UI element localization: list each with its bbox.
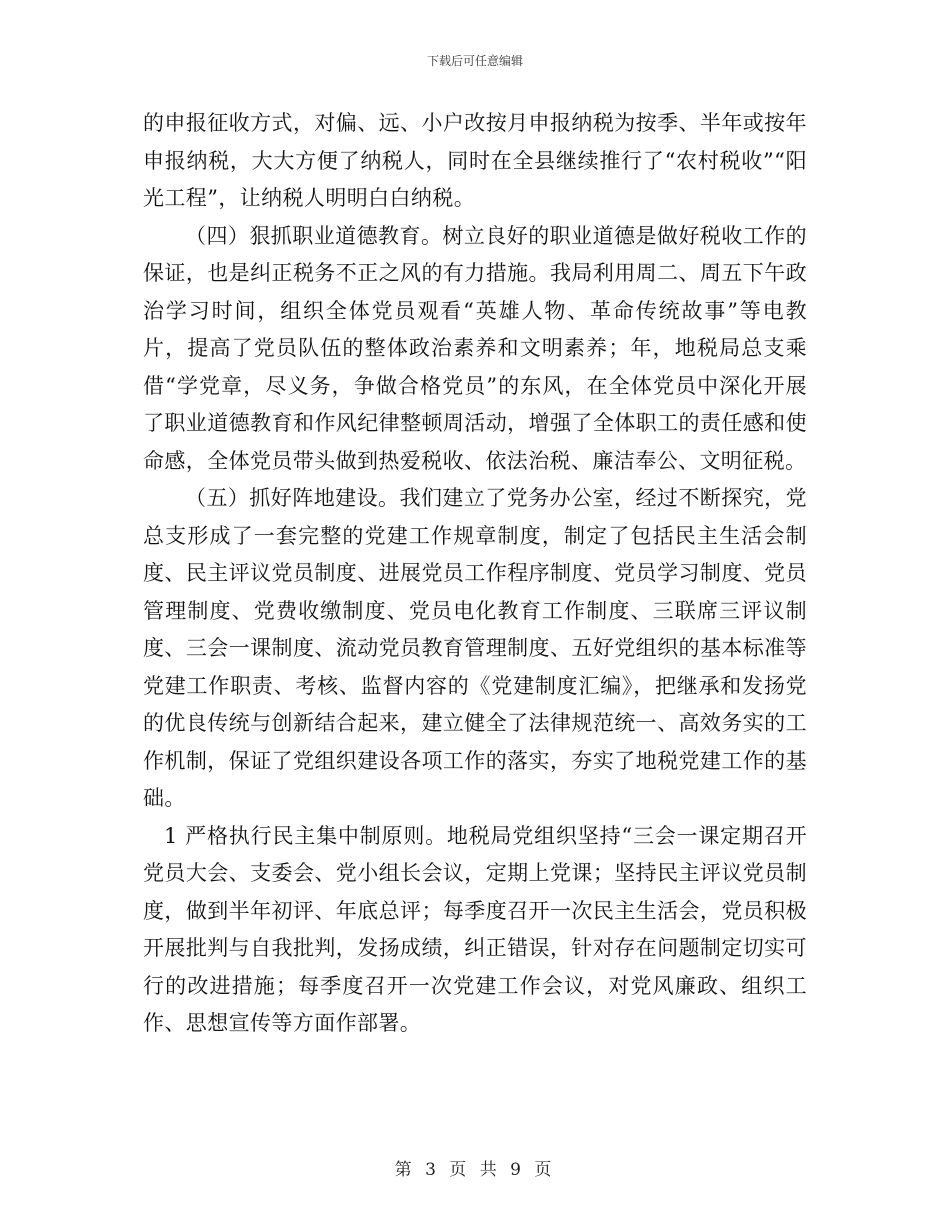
- paragraph-continuation: 的申报征收方式，对偏、远、小户改按月申报纳税为按季、半年或按年申报纳税，大大方便了纳税人，同时在全县继续推行了“农村税收”“阳光工程”，让纳税人明明白白纳税。: [143, 111, 807, 210]
- paragraph-item-one: 1 严格执行民主集中制原则。地税局党组织坚持“三会一课定期召开党员大会、支委会、党小组长会议，定期上党课；坚持民主评议党员制度，做到半年初评、年底总评；每季度召开一次民主生活会，党员积极开展批判与自我批判，发扬成绩，纠正错误，针对存在问题制定切实可行的改进措施；每季度召开一次党建工作会议，对党风廉政、组织工作、思想宣传等方面作部署。: [143, 823, 807, 1035]
- paragraph-section-five: （五）抓好阵地建设。我们建立了党务办公室，经过不断探究，党总支形成了一套完整的党建工作规章制度，制定了包括民主生活会制度、民主评议党员制度、进展党员工作程序制度、党员学习制度、党员管理制度、党费收缴制度、党员电化教育工作制度、三联席三评议制度、三会一课制度、流动党员教育管理制度、五好党组织的基本标准等党建工作职责、考核、监督内容的《党建制度汇编》，把继承和发扬党的优良传统与创新结合起来，建立健全了法律规范统一、高效务实的工作机制，保证了党组织建设各项工作的落实，夯实了地税党建工作的基础。: [143, 486, 807, 810]
- document-body: [143, 105, 807, 1043]
- paragraph-section-four: （四）狠抓职业道德教育。树立良好的职业道德是做好税收工作的保证，也是纠正税务不正之风的有力措施。我局利用周二、周五下午政治学习时间，组织全体党员观看“英雄人物、革命传统故事”等电教片，提高了党员队伍的整体政治素养和文明素养；年，地税局总支乘借“学党章，尽义务，争做合格党员”的东风，在全体党员中深化开展了职业道德教育和作风纪律整顿周活动，增强了全体职工的责任感和使命感，全体党员带头做到热爱税收、依法治税、廉洁奉公、文明征税。: [143, 223, 807, 473]
- page-number-footer: 第 3 页 共 9 页: [394, 1160, 556, 1180]
- page-header: 下载后可任意编辑: [426, 54, 523, 68]
